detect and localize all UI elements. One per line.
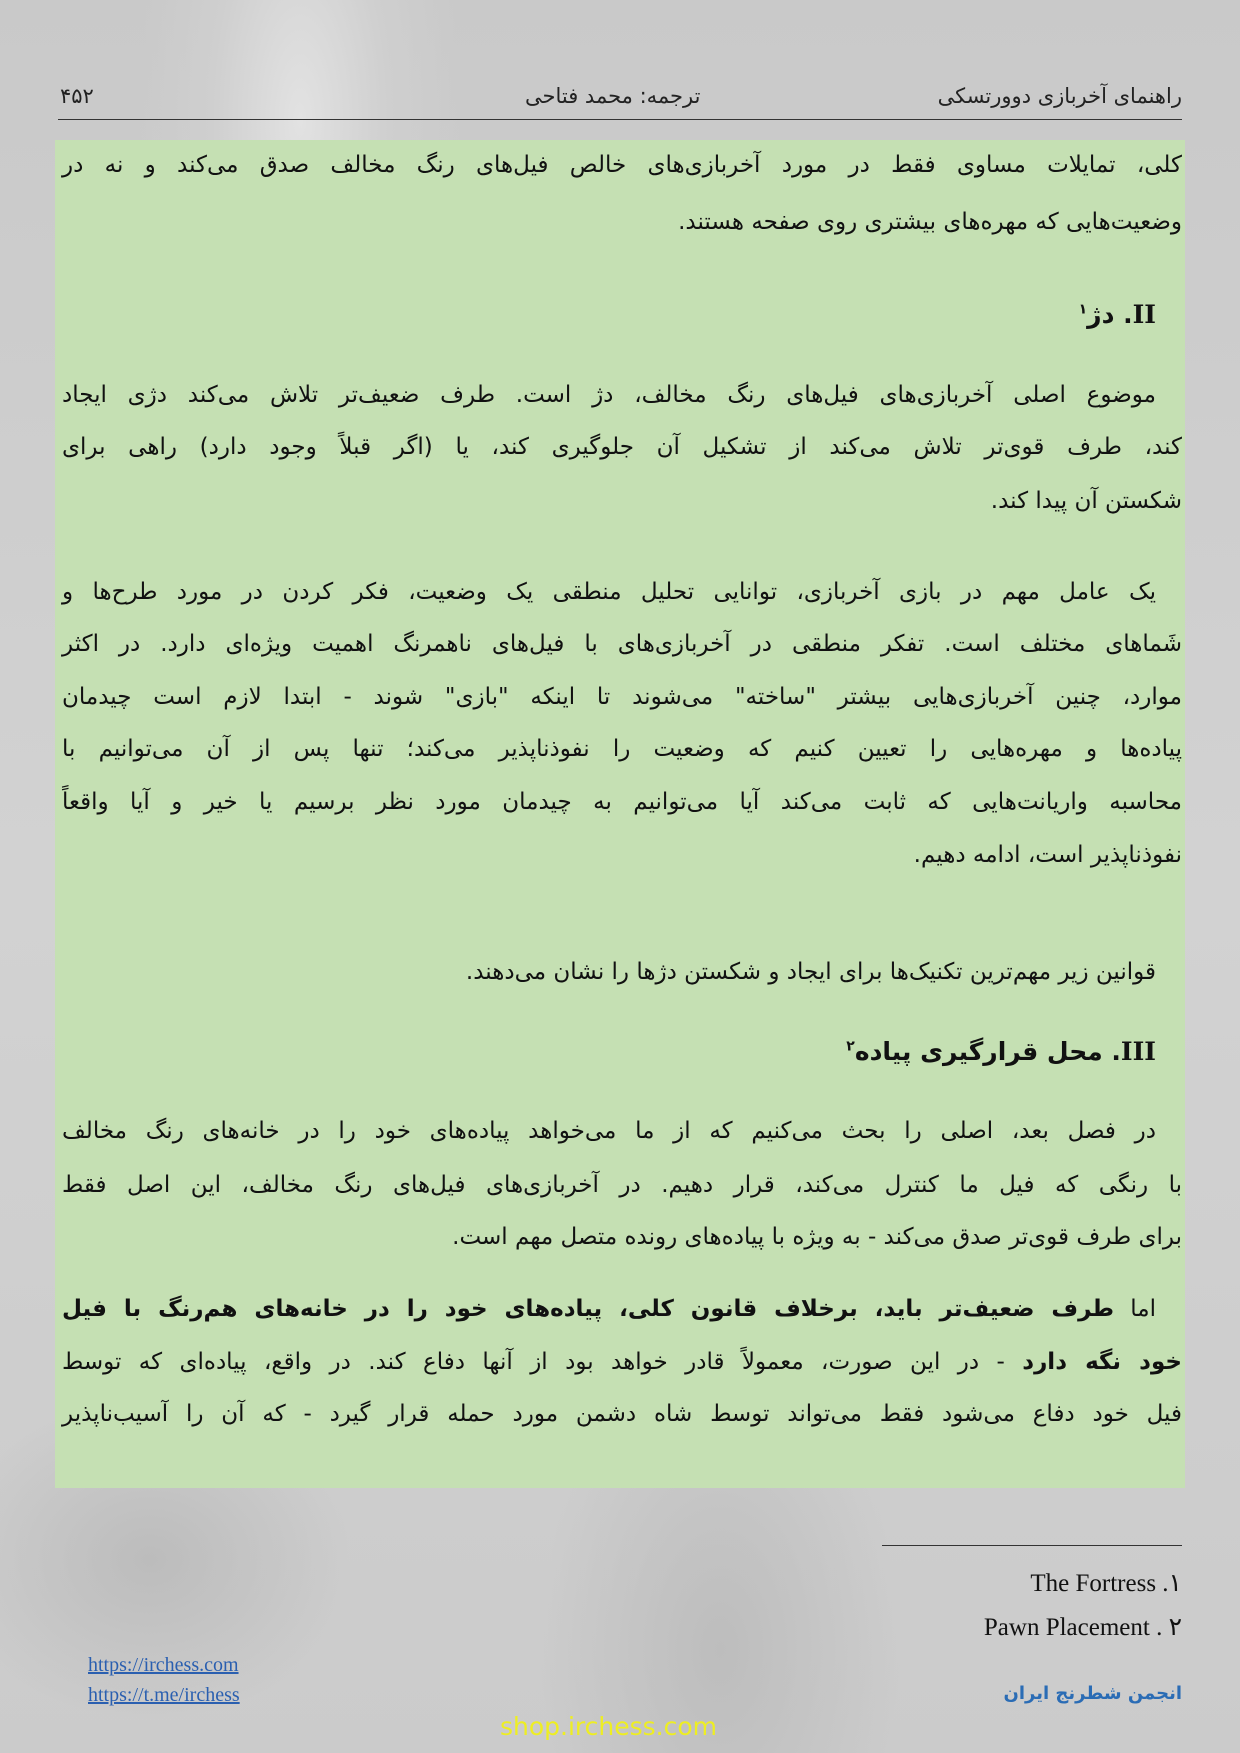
text-line <box>62 1345 1182 1379</box>
text-line: وضعیت‌هایی که مهره‌های بیشتری روی صفحه هستند. <box>678 209 1182 235</box>
text-line: با رنگی که فیل ما کنترل می‌کند، قرار دهیم. در آخربازی‌های فیل‌های رنگ مخالف، این اصل فقط <box>62 1172 1182 1198</box>
text-line: موضوع اصلی آخربازی‌های فیل‌های رنگ مخالف، دژ است. طرف ضعیف‌تر تلاش می‌کند دژی ایجاد <box>62 382 1156 408</box>
header-rule <box>58 119 1182 120</box>
heading-title: . محل قرارگیری پیاده <box>854 1037 1121 1066</box>
organization-name: انجمن شطرنج ایران <box>1003 1683 1182 1704</box>
text-line: پیاده‌ها و مهره‌هایی را تعیین کنیم که وضعیت را نفوذناپذیر می‌کند؛ تنها پس از آن می‌توانیم با <box>62 736 1182 762</box>
text-run: - در این صورت، معمولاً قادر خواهد بود از آنها دفاع کند. در واقع، پیاده‌ای که توسط <box>62 1349 1023 1375</box>
page-number: ۴۵۲ <box>60 84 94 108</box>
bold-text: خود نگه دارد <box>1022 1349 1182 1375</box>
text-line: در فصل بعد، اصلی را بحث می‌کنیم که از ما می‌خواهد پیاده‌های خود را در خانه‌های رنگ مخالف <box>62 1118 1156 1144</box>
section-heading-2 <box>1079 300 1156 329</box>
heading-numeral: II <box>1132 300 1156 329</box>
text-line: فیل خود دفاع می‌شود فقط می‌تواند توسط شاه دشمن مورد حمله قرار گیرد - که آن را آسیب‌ناپذیر <box>62 1401 1182 1427</box>
text-line: قوانین زیر مهم‌ترین تکنیک‌ها برای ایجاد و شکستن دژها را نشان می‌دهند. <box>465 959 1156 985</box>
text-line: شکستن آن پیدا کند. <box>990 488 1182 514</box>
text-line: کلی، تمایلات مساوی فقط در مورد آخربازی‌های خالص فیل‌های رنگ مخالف صدق می‌کند و نه در <box>62 152 1182 178</box>
telegram-link[interactable]: https://t.me/irchess <box>88 1684 240 1706</box>
bold-text: طرف ضعیف‌تر باید، برخلاف قانون کلی، پیاده‌های خود را در خانه‌های هم‌رنگ با فیل <box>62 1296 1115 1322</box>
footnote-2: Pawn Placement . ۲ <box>983 1614 1182 1641</box>
shop-watermark: shop.irchess.com <box>500 1712 718 1741</box>
heading-title: . دژ <box>1087 300 1133 329</box>
website-link[interactable]: https://irchess.com <box>88 1654 239 1676</box>
text-line: کند، طرف قوی‌تر تلاش می‌کند از تشکیل آن جلوگیری کند، یا (اگر قبلاً وجود دارد) راهی برای <box>62 434 1182 460</box>
text-line: برای طرف قوی‌تر صدق می‌کند - به ویژه با پیاده‌های رونده متصل مهم است. <box>452 1224 1182 1250</box>
text-line: محاسبه واریانت‌هایی که ثابت می‌کند آیا می‌توانیم به چیدمان مورد نظر برسیم یا خیر و آیا واقعاً <box>62 789 1182 815</box>
footnote-1: The Fortress .۱ <box>1030 1570 1182 1597</box>
footnote-ref[interactable]: ۱ <box>1078 301 1088 318</box>
footnote-rule <box>882 1545 1182 1546</box>
text-line: موارد، چنین آخربازی‌هایی بیشتر "ساخته" می‌شوند تا اینکه "بازی" شوند - ابتدا لازم است چیدمان <box>62 684 1182 710</box>
text-line: یک عامل مهم در بازی آخربازی، توانایی تحلیل منطقی یک وضعیت، فکر کردن در مورد طرح‌ها و <box>62 579 1156 605</box>
section-heading-3 <box>846 1037 1156 1066</box>
footnote-ref[interactable]: ۲ <box>846 1038 855 1055</box>
text-line <box>62 1292 1156 1326</box>
text-run: اما <box>1114 1296 1156 1322</box>
text-line: شَماهای مختلف است. تفکر منطقی در آخربازی‌های با فیل‌های ناهمرنگ اهمیت ویژه‌ای دارد. در اکثر <box>62 631 1182 657</box>
book-title: راهنمای آخربازی دوورتسکی <box>937 84 1182 108</box>
text-line: نفوذناپذیر است، ادامه دهیم. <box>913 842 1182 868</box>
translator: ترجمه: محمد فتاحی <box>525 84 701 108</box>
heading-numeral: III <box>1120 1037 1156 1066</box>
